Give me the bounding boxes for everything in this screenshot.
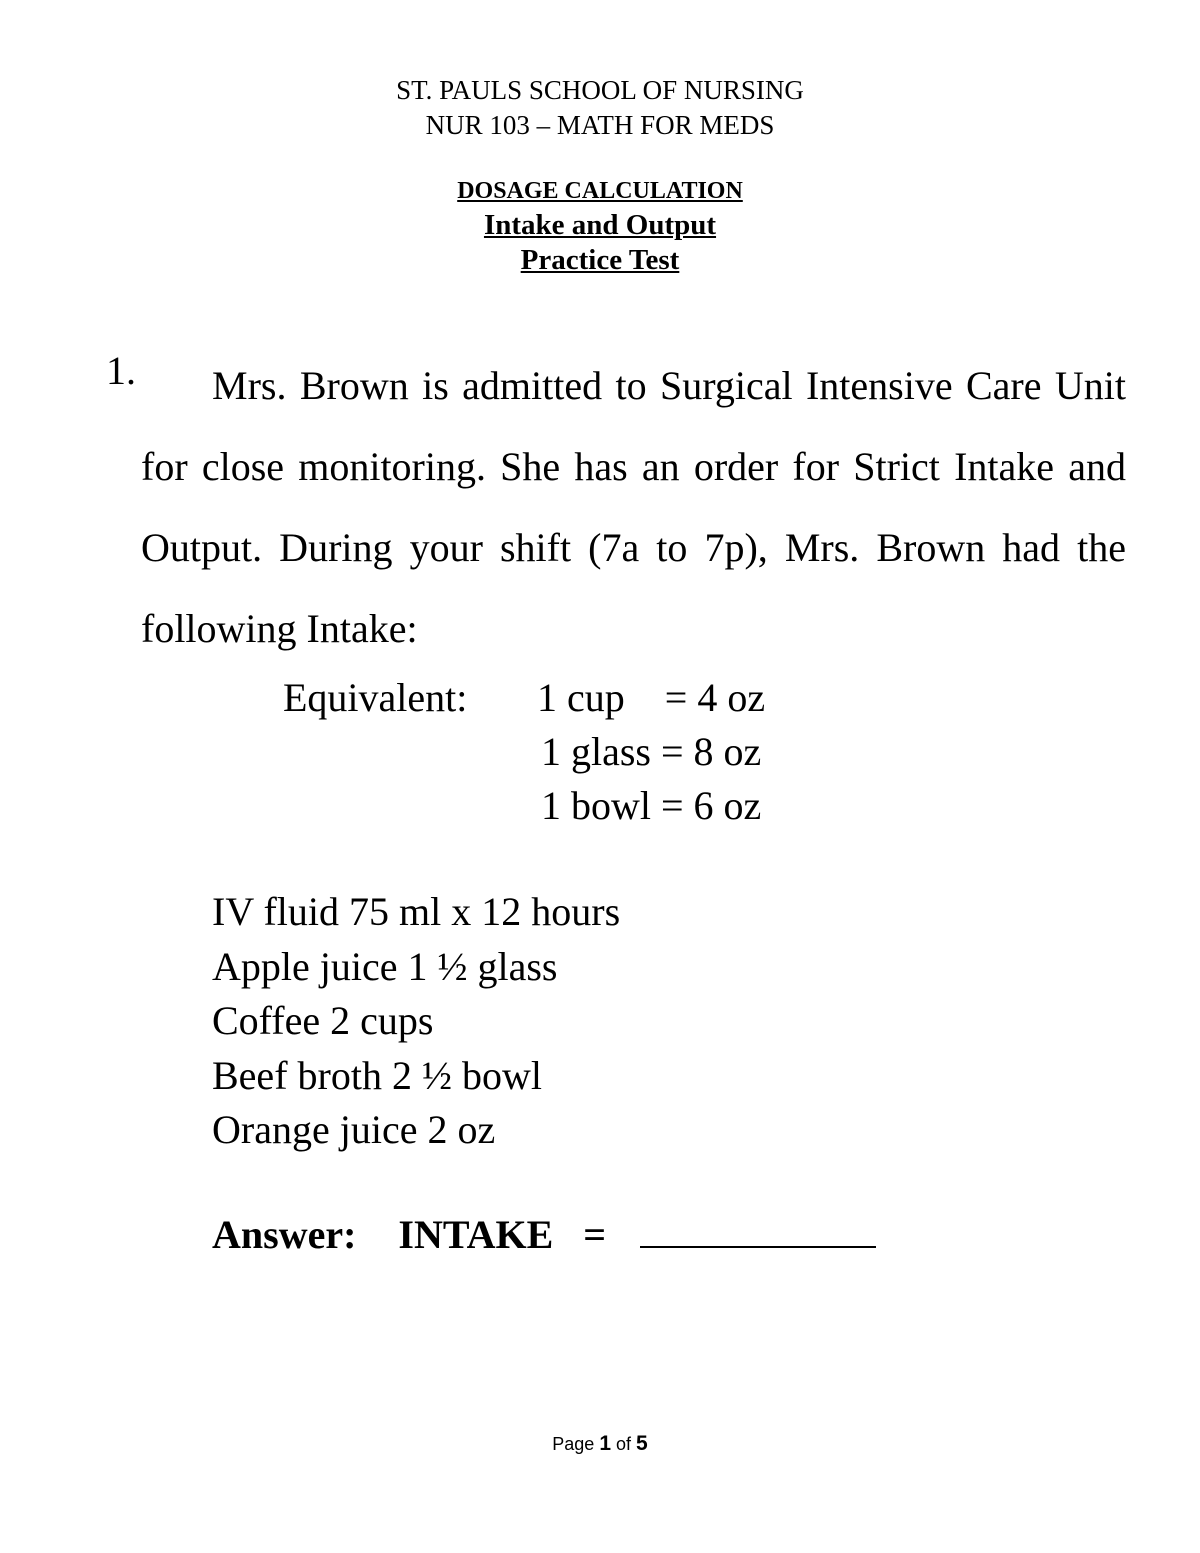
intake-item: Orange juice 2 oz — [212, 1107, 496, 1152]
of-word: of — [616, 1434, 632, 1454]
equivalent-row — [541, 780, 761, 832]
intake-list — [212, 885, 620, 1158]
total-page-count: 5 — [636, 1432, 648, 1455]
page-word: Page — [552, 1434, 595, 1454]
equivalent-value: = 8 oz — [661, 729, 762, 774]
course-title: NUR 103 – MATH FOR MEDS — [425, 110, 775, 140]
answer-blank[interactable] — [640, 1244, 876, 1248]
topic-heading: Intake and Output — [483, 209, 717, 241]
equivalent-label: Equivalent: — [283, 675, 468, 720]
intake-item: Coffee 2 cups — [212, 998, 434, 1043]
intake-item: Beef broth 2 ½ bowl — [212, 1052, 542, 1098]
equivalent-value: = 4 oz — [664, 675, 766, 720]
section-heading: DOSAGE CALCULATION — [457, 178, 743, 204]
answer-line — [212, 1208, 876, 1262]
test-type-heading: Practice Test — [520, 244, 680, 276]
answer-equals: = — [583, 1212, 607, 1257]
page-footer — [0, 1432, 1200, 1456]
answer-label: Answer: — [212, 1212, 357, 1257]
equivalent-item: 1 glass — [541, 729, 651, 774]
question-text: Mrs. Brown is admitted to Surgical Intensive Care Unit for close monitoring. She has an order for Strict Intake and Output. During your shift (7a to 7p), Mrs. Brown had the following Intake: — [141, 363, 1126, 651]
equivalent-item: 1 bowl — [541, 783, 651, 828]
answer-field-label: INTAKE — [398, 1212, 554, 1257]
intake-item: Apple juice 1 ½ glass — [212, 943, 558, 989]
equivalent-row — [537, 672, 765, 724]
equivalent-value: = 6 oz — [661, 783, 762, 828]
equivalent-row — [541, 726, 761, 778]
current-page-number: 1 — [599, 1432, 611, 1455]
question-number: 1. — [106, 348, 136, 393]
equivalent-item: 1 cup — [537, 675, 625, 720]
school-name: ST. PAULS SCHOOL OF NURSING — [396, 75, 804, 105]
intake-item: IV fluid 75 ml x 12 hours — [212, 889, 621, 934]
